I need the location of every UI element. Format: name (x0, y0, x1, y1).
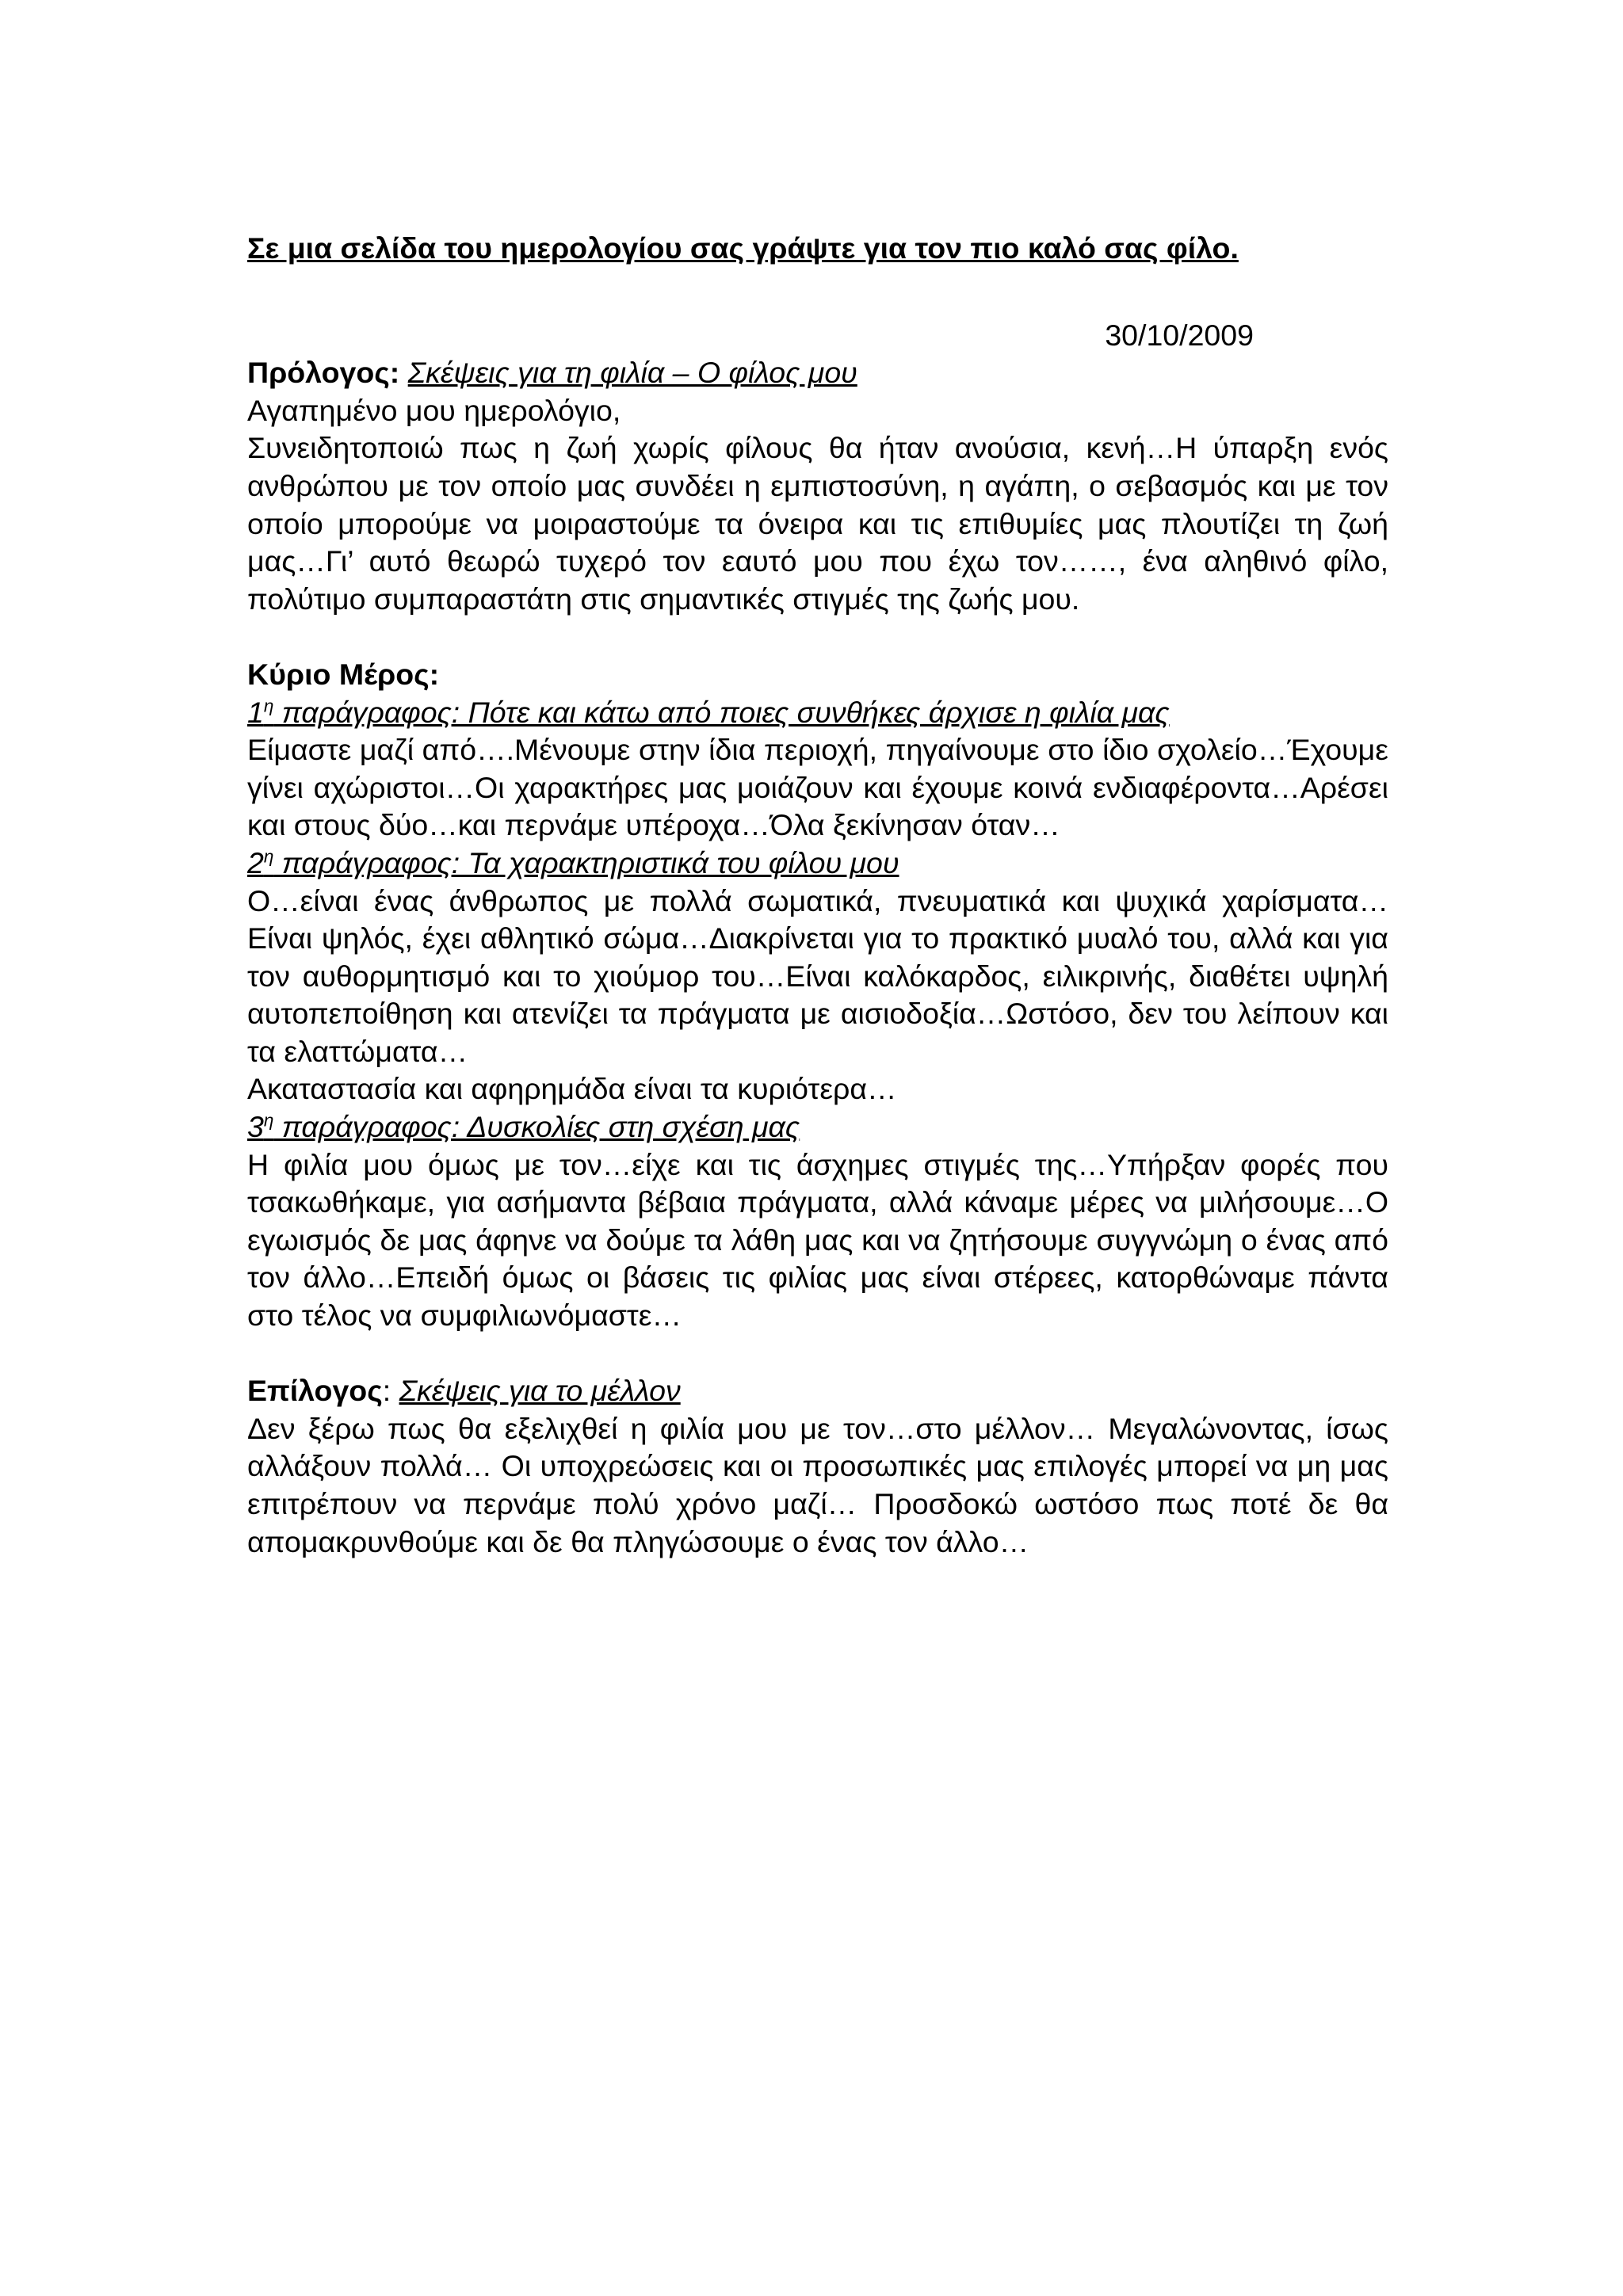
paragraph-3-heading (247, 1108, 1388, 1146)
paragraph-2-number: 2 (247, 845, 264, 879)
epilogue-label: Επίλογος (247, 1374, 383, 1408)
section-gap (247, 1335, 1388, 1373)
paragraph-2-title: παράγραφος: Τα χαρακτηριστικά του φίλου μου (273, 845, 899, 879)
prologue-heading (247, 354, 1388, 392)
paragraph-3-number: 3 (247, 1110, 264, 1144)
section-gap (247, 618, 1388, 656)
paragraph-1-superscript: η (263, 696, 274, 716)
prologue-label: Πρόλογος: (247, 356, 400, 390)
paragraph-2-heading (247, 845, 1388, 883)
document-date: 30/10/2009 (1105, 318, 1254, 352)
paragraph-2-text: Ο…είναι ένας άνθρωπος με πολλά σωματικά, πνευματικά και ψυχικά χαρίσματα…Είναι ψηλός, έχει αθλητικό σώμα…Διακρίνεται για το πρακτικό μυαλό του, αλλά και για τον αυθορμητισμό και το χιούμορ του…Είναι καλόκαρδος, ειλικρινής, διαθέτει υψηλή αυτοπεποίθηση και ατενίζει τα πράγματα με αισιοδοξία…Ωστόσο, δεν του λείπουν και τα ελαττώματα… (247, 883, 1388, 1068)
paragraph-3-title: παράγραφος: Δυσκολίες στη σχέση μας (273, 1110, 800, 1144)
document-title: Σε μια σελίδα του ημερολογίου σας γράψτε για τον πιο καλό σας φίλο. (247, 231, 1239, 265)
paragraph-2-text-last: Ακαταστασία και αφηρημάδα είναι τα κυριότερα… (247, 1072, 897, 1106)
epilogue-colon: : (382, 1374, 391, 1408)
paragraph-1-heading (247, 694, 1388, 732)
prologue-subtitle: Σκέψεις για τη φιλία – Ο φίλος μου (407, 356, 857, 390)
paragraph-3-text: Η φιλία μου όμως με τον…είχε και τις άσχημες στιγμές της…Υπήρξαν φορές που τσακωθήκαμε, για ασήμαντα βέβαια πράγματα, αλλά κάναμε μέρες να μιλήσουμε…Ο εγωισμός δε μας άφηνε να δούμε τα λάθη μας και να ζητήσουμε συγγνώμη ο ένας από τον άλλο…Επειδή όμως οι βάσεις τις φιλίας μας είναι στέρεες, κατορθώναμε πάντα στο τέλος να συμφιλιωνόμαστε… (247, 1147, 1388, 1333)
epilogue-text: Δεν ξέρω πως θα εξελιχθεί η φιλία μου με τον…στο μέλλον… Μεγαλώνοντας, ίσως αλλάξουν πολλά… Οι υποχρεώσεις και οι προσωπικές μας επιλογές μπορεί να μη μας επιτρέπουν να περνάμε πολύ χρόνο μαζί… Προσδοκώ ωστόσο πως ποτέ δε θα απομακρυνθούμε και δε θα πληγώσουμε ο ένας τον άλλο… (247, 1411, 1388, 1558)
document-page (247, 230, 1388, 1561)
paragraph-1-number: 1 (247, 695, 264, 729)
main-label: Κύριο Μέρος: (247, 657, 440, 691)
paragraph-1-title: παράγραφος: Πότε και κάτω από ποιες συνθήκες άρχισε η φιλία μας (273, 695, 1170, 729)
paragraph-1-text: Είμαστε μαζί από….Μένουμε στην ίδια περιοχή, πηγαίνουμε στο ίδιο σχολείο…Έχουμε γίνει αχώριστοι…Οι χαρακτήρες μας μοιάζουν και έχουμε κοινά ενδιαφέροντα…Αρέσει και στους δύο…και περνάμε υπέροχα…Όλα ξεκίνησαν όταν… (247, 733, 1388, 842)
paragraph-2-superscript: η (263, 846, 274, 867)
prologue-salutation: Αγαπημένο μου ημερολόγιο, (247, 393, 621, 427)
epilogue-subtitle: Σκέψεις για το μέλλον (399, 1374, 681, 1408)
prologue-text: Συνειδητοποιώ πως η ζωή χωρίς φίλους θα ήταν ανούσια, κενή…Η ύπαρξη ενός ανθρώπου με τον οποίο μας συνδέει η εμπιστοσύνη, η αγάπη, ο σεβασμός και με τον οποίο μπορούμε να μοιραστούμε τα όνειρα και τις επιθυμίες μας πλουτίζει τη ζωή μας…Γι’ αυτό θεωρώ τυχερό τον εαυτό μου που έχω τον……, ένα αληθινό φίλο, πολύτιμο συμπαραστάτη στις σημαντικές στιγμές της ζωής μου. (247, 431, 1388, 616)
epilogue-heading (247, 1372, 1388, 1410)
paragraph-3-superscript: η (263, 1110, 274, 1131)
